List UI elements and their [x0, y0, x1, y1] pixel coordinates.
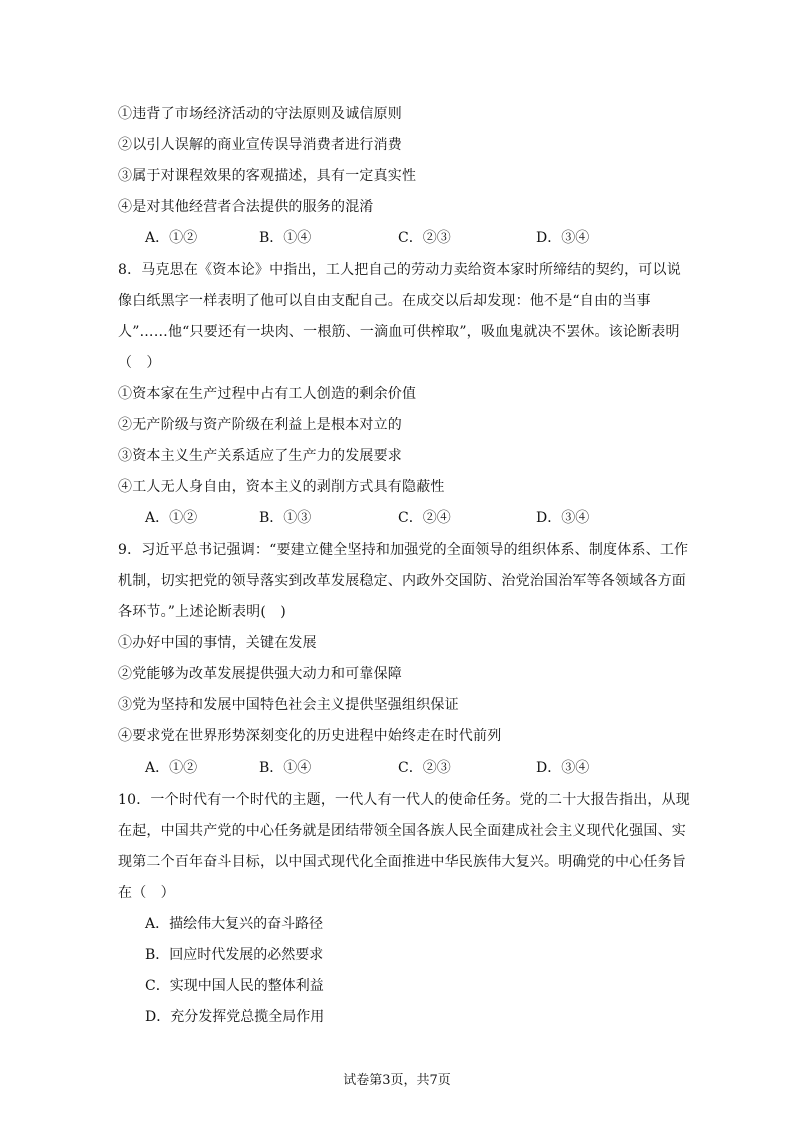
q9-item-3: ③党为坚持和发展中国特色社会主义提供坚强组织保证 — [118, 697, 459, 713]
q7-option-b: B．①④ — [259, 230, 312, 246]
q8-item-4: ④工人无人身自由，资本主义的剥削方式具有隐蔽性 — [118, 479, 445, 495]
q9-option-b: B．①④ — [259, 760, 312, 776]
q9-stem-line-3: 各环节。”上述论断表明( ) — [118, 604, 286, 620]
q9-item-2: ②党能够为改革发展提供强大动力和可靠保障 — [118, 666, 402, 682]
q8-stem-line-2: 像白纸黑字一样表明了他可以自由支配自己。在成交以后却发现：他不是“自由的当事 — [118, 293, 651, 309]
q7-option-a: A．①② — [145, 230, 198, 246]
q7-item-3: ③属于对课程效果的客观描述，具有一定真实性 — [118, 168, 417, 184]
q8-item-3: ③资本主义生产关系适应了生产力的发展要求 — [118, 448, 402, 464]
q8-stem-line-1: 8．马克思在《资本论》中指出，工人把自己的劳动力卖给资本家时所缔结的契约，可以说 — [118, 262, 681, 278]
q8-stem-line-4: （ ） — [118, 355, 161, 371]
q10-stem-line-4: 在（ ） — [118, 885, 175, 901]
q9-option-a: A．①② — [145, 760, 198, 776]
q8-option-a: A．①② — [145, 510, 198, 526]
q8-item-1: ①资本家在生产过程中占有工人创造的剩余价值 — [118, 386, 417, 402]
q7-option-d: D．③④ — [536, 230, 590, 246]
q9-option-d: D．③④ — [536, 760, 590, 776]
q10-option-b: B．回应时代发展的必然要求 — [145, 947, 324, 963]
q7-option-c: C．②③ — [398, 230, 451, 246]
q8-option-c: C．②④ — [398, 510, 451, 526]
q7-item-2: ②以引人误解的商业宣传误导消费者进行消费 — [118, 137, 402, 153]
q8-option-d: D．③④ — [536, 510, 590, 526]
q10-stem-line-3: 现第二个百年奋斗目标，以中国式现代化全面推进中华民族伟大复兴。明确党的中心任务旨 — [118, 854, 686, 870]
q8-stem-line-3: 人”……他“只要还有一块肉、一根筋、一滴血可供榨取”，吸血鬼就决不罢休。该论断表明 — [118, 324, 680, 340]
q9-item-1: ①办好中国的事情，关键在发展 — [118, 635, 317, 651]
q10-stem-line-1: 10．一个时代有一个时代的主题，一代人有一代人的使命任务。党的二十大报告指出，从现 — [118, 792, 691, 808]
q10-option-a: A．描绘伟大复兴的奋斗路径 — [145, 916, 324, 932]
q9-item-4: ④要求党在世界形势深刻变化的历史进程中始终走在时代前列 — [118, 728, 502, 744]
q7-item-1: ①违背了市场经济活动的守法原则及诚信原则 — [118, 106, 402, 122]
page-footer: 试卷第3页，共7页 — [343, 1073, 451, 1088]
q9-stem-line-1: 9．习近平总书记强调：“要建立健全坚持和加强党的全面领导的组织体系、制度体系、工作 — [118, 542, 689, 558]
q9-stem-line-2: 机制，切实把党的领导落实到改革发展稳定、内政外交国防、治党治国治军等各领域各方面 — [118, 573, 686, 589]
q9-option-c: C．②③ — [398, 760, 451, 776]
q10-option-c: C．实现中国人民的整体利益 — [145, 978, 324, 994]
q10-option-d: D．充分发挥党总揽全局作用 — [145, 1009, 325, 1025]
q8-option-b: B．①③ — [259, 510, 312, 526]
q10-stem-line-2: 在起，中国共产党的中心任务就是团结带领全国各族人民全面建成社会主义现代化强国、实 — [118, 823, 686, 839]
q7-item-4: ④是对其他经营者合法提供的服务的混淆 — [118, 199, 374, 215]
q8-item-2: ②无产阶级与资产阶级在利益上是根本对立的 — [118, 417, 402, 433]
